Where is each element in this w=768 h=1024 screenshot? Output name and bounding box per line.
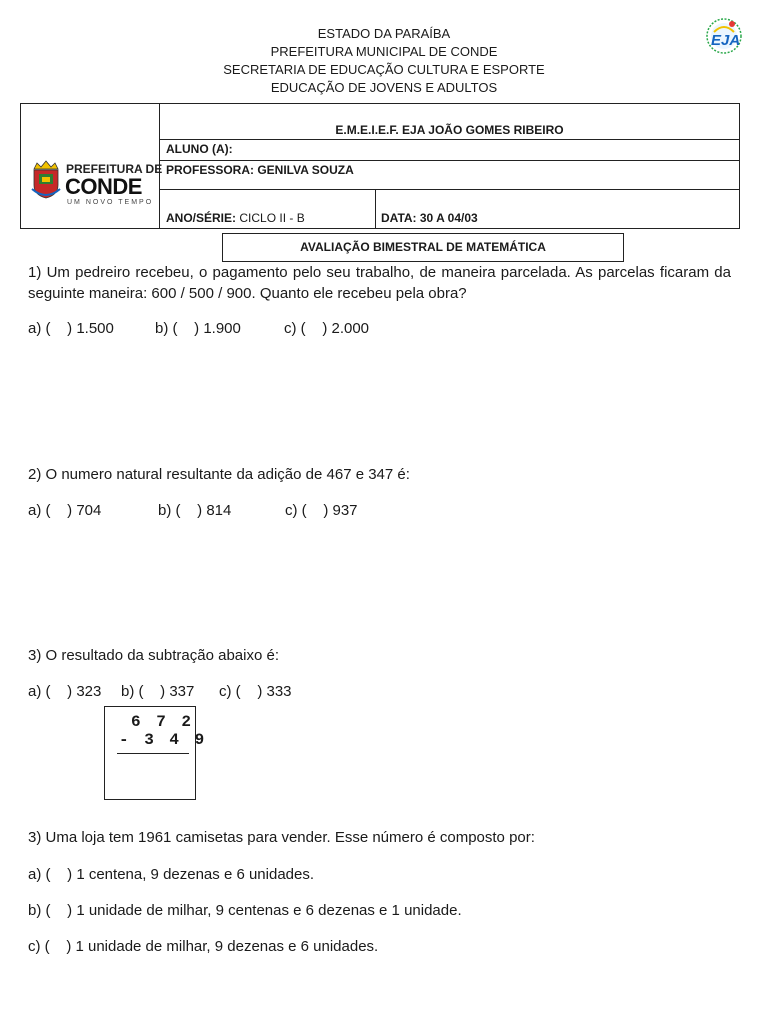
q3-option-b[interactable]: b) ( ) 337: [121, 683, 195, 700]
q2-option-b[interactable]: b) ( ) 814: [158, 502, 232, 519]
eja-logo-text: EJA: [711, 32, 741, 49]
ano-serie: [166, 211, 305, 225]
q4-option-c[interactable]: c) ( ) 1 unidade de milhar, 9 dezenas e 6 unidades.: [28, 938, 379, 955]
question-1: 1) Um pedreiro recebeu, o pagamento pelo seu trabalho, de maneira parcelada. As parcelas ficaram da seguinte maneira: 600 / 500 / 900. Quanto ele recebeu pela obra?: [28, 264, 731, 302]
conde-logo-top: PREFEITURA DE: [66, 162, 163, 176]
conde-logo-main: CONDE: [65, 174, 142, 199]
info-table: [20, 103, 740, 229]
question-3: 3) O resultado da subtração abaixo é:: [28, 647, 279, 664]
q2-option-c[interactable]: c) ( ) 937: [285, 502, 358, 519]
q4-option-a[interactable]: a) ( ) 1 centena, 9 dezenas e 6 unidades.: [28, 866, 315, 883]
q1-option-a[interactable]: a) ( ) 1.500: [28, 320, 114, 337]
minuend: 6 7 2: [131, 713, 195, 731]
exam-title: AVALIAÇÃO BIMESTRAL DE MATEMÁTICA: [222, 233, 624, 262]
q1-option-b[interactable]: b) ( ) 1.900: [155, 320, 241, 337]
school-name: E.M.E.I.E.F. EJA JOÃO GOMES RIBEIRO: [335, 123, 564, 137]
ano-serie-value: CICLO II - B: [236, 211, 305, 225]
header-secretaria: SECRETARIA DE EDUCAÇÃO CULTURA E ESPORTE: [223, 62, 545, 77]
q2-option-a[interactable]: a) ( ) 704: [28, 502, 102, 519]
professora-label: PROFESSORA: GENILVA SOUZA: [166, 163, 354, 177]
q1-option-c[interactable]: c) ( ) 2.000: [284, 320, 370, 337]
conde-coat-of-arms-icon: [31, 159, 61, 199]
aluno-label: ALUNO (A):: [166, 142, 233, 156]
data-label: DATA: 30 A 04/03: [381, 211, 478, 225]
subtraction-line: [117, 753, 189, 754]
header-prefeitura: PREFEITURA MUNICIPAL DE CONDE: [270, 44, 498, 59]
subtraction-box: [104, 706, 208, 800]
ano-serie-label: ANO/SÉRIE:: [166, 211, 237, 225]
answer-space[interactable]: [117, 759, 189, 793]
q3-option-a[interactable]: a) ( ) 323: [28, 683, 102, 700]
question-2: 2) O numero natural resultante da adição de 467 e 347 é:: [28, 466, 410, 483]
question-4: 3) Uma loja tem 1961 camisetas para vender. Esse número é composto por:: [28, 829, 535, 846]
subtrahend: - 3 4 9: [119, 731, 208, 749]
conde-logo: [31, 159, 163, 211]
q3-option-c[interactable]: c) ( ) 333: [219, 683, 292, 700]
conde-logo-sub: UM NOVO TEMPO: [67, 199, 154, 206]
header-state: ESTADO DA PARAÍBA: [317, 26, 451, 41]
q4-option-b[interactable]: b) ( ) 1 unidade de milhar, 9 centenas e 6 dezenas e 1 unidade.: [28, 902, 462, 919]
header-eja: EDUCAÇÃO DE JOVENS E ADULTOS: [270, 80, 498, 95]
eja-logo: [700, 14, 748, 58]
